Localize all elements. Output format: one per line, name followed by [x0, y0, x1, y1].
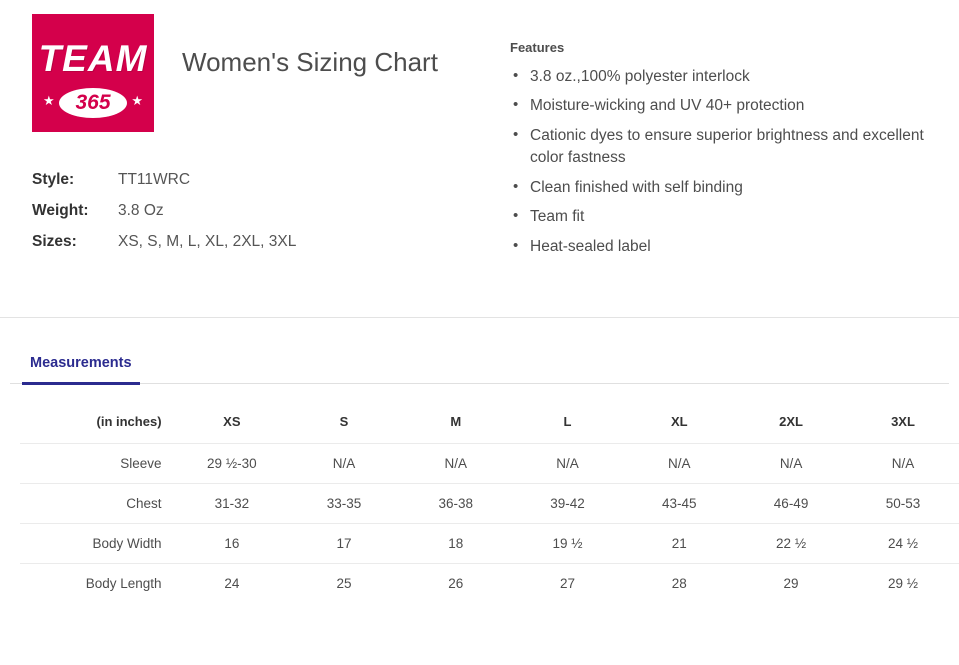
table-row — [20, 524, 959, 564]
table-header-row — [20, 402, 959, 444]
spec-label: Weight: — [32, 202, 89, 219]
cell-chest-3xl: 50-53 — [847, 484, 959, 524]
spec-value: 3.8 Oz — [118, 202, 164, 219]
cell-sleeve-xs: 29 ½-30 — [176, 444, 289, 484]
list-item: • 3.8 oz.,100% polyester interlock — [530, 66, 949, 88]
row-label-sleeve: Sleeve — [20, 444, 176, 484]
team365-logo — [32, 14, 154, 132]
list-item: • Team fit — [530, 206, 949, 228]
list-item: • Clean finished with self binding — [530, 177, 949, 199]
table-row — [20, 484, 959, 524]
cell-sleeve-m: N/A — [400, 444, 512, 484]
cell-body-length-xl: 28 — [671, 576, 687, 591]
measurements-section — [0, 352, 959, 603]
cell-chest-xs: 31-32 — [176, 484, 289, 524]
features-heading: Features — [510, 40, 565, 55]
cell-sleeve-3xl: N/A — [847, 444, 959, 484]
list-item: • Cationic dyes to ensure superior brightness and excellent color fastness — [530, 125, 949, 170]
cell-sleeve-l: N/A — [512, 444, 624, 484]
cell-chest-m: 36-38 — [400, 484, 512, 524]
column-header-l: L — [512, 402, 624, 444]
spec-label: Sizes: — [32, 233, 77, 250]
tab-measurements[interactable]: Measurements — [22, 355, 140, 385]
page-title: Women's Sizing Chart — [182, 47, 438, 77]
cell-body-width-3xl: 24 ½ — [847, 524, 959, 564]
spec-row-weight — [32, 195, 480, 226]
logo-brand-number: 365 — [59, 88, 127, 118]
cell-chest-l: 39-42 — [512, 484, 624, 524]
spec-row-sizes — [32, 226, 480, 257]
spec-row-style — [32, 164, 480, 195]
cell-body-length-s: 25 — [336, 576, 352, 591]
star-icon: ★ — [131, 93, 143, 108]
column-header-m: M — [400, 402, 512, 444]
cell-body-length-3xl: 29 ½ — [887, 576, 919, 591]
features-column — [480, 14, 949, 317]
cell-sleeve-2xl: N/A — [735, 444, 847, 484]
spec-value: TT11WRC — [118, 171, 191, 188]
cell-chest-2xl: 46-49 — [735, 484, 847, 524]
cell-body-length-l: 27 — [559, 576, 576, 591]
cell-body-width-2xl: 22 ½ — [735, 524, 847, 564]
list-item: • Heat-sealed label — [530, 236, 949, 258]
cell-chest-s: 33-35 — [288, 484, 400, 524]
logo-brand-word: TEAM — [38, 38, 148, 79]
spec-label: Style: — [32, 171, 75, 188]
row-label-body-width: Body Width — [20, 524, 176, 564]
cell-body-width-m: 18 — [400, 524, 512, 564]
cell-body-length-m: 26 — [448, 576, 464, 591]
column-header-s: S — [288, 402, 400, 444]
star-icon: ★ — [43, 93, 55, 108]
cell-sleeve-s: N/A — [288, 444, 400, 484]
cell-chest-xl: 43-45 — [623, 484, 735, 524]
column-header-xl: XL — [623, 402, 735, 444]
tab-bar — [10, 352, 949, 384]
cell-sleeve-xl: N/A — [623, 444, 735, 484]
cell-body-length-xs: 24 — [224, 576, 240, 591]
spec-value: XS, S, M, L, XL, 2XL, 3XL — [118, 233, 297, 250]
cell-body-width-xs: 16 — [176, 524, 289, 564]
column-header-2xl: 2XL — [735, 402, 847, 444]
cell-body-width-l: 19 ½ — [512, 524, 624, 564]
row-label-chest: Chest — [20, 484, 176, 524]
column-header-xs: XS — [176, 402, 289, 444]
table-row — [20, 564, 959, 604]
table-row — [20, 444, 959, 484]
cell-body-width-s: 17 — [288, 524, 400, 564]
measurements-table — [20, 402, 959, 603]
features-list — [510, 66, 949, 258]
row-label-body-length: Body Length — [85, 576, 162, 591]
cell-body-width-xl: 21 — [623, 524, 735, 564]
cell-body-length-2xl: 29 — [783, 576, 799, 591]
spec-list — [32, 164, 480, 257]
column-header-units: (in inches) — [20, 402, 176, 444]
list-item: • Moisture-wicking and UV 40+ protection — [530, 95, 949, 117]
product-summary-section — [0, 0, 959, 318]
column-header-3xl: 3XL — [847, 402, 959, 444]
